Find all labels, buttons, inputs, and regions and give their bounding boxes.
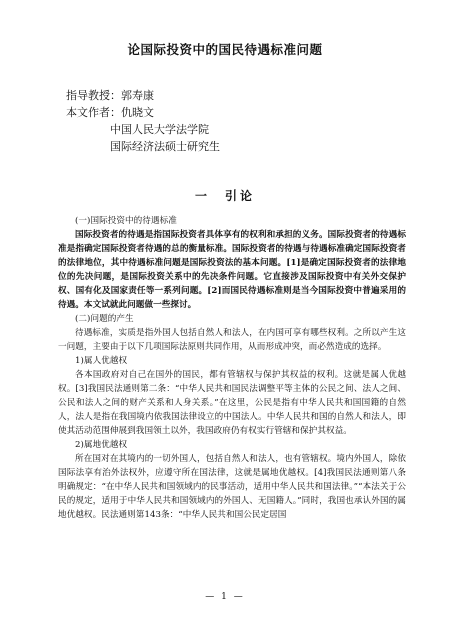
- subheading-4: 2)属地优越权: [75, 440, 128, 450]
- paragraph-4: 所在国对在其境内的一切外国人，包括自然人和法人，也有管辖权。境内外国人，除依国际法享有治外法权外，应遵守所在国法律，这就是属地优越权。[4]我国民法通则第八条明确规定：“在中华人民共和国领域内的民事活动，适用中华人民共和国法律。”“本法关于公民的规定，适用于中华人民共和国领域内的外国人、无国籍人。”同时，我国也承认外国的属地优越权。民法通则第143条：“中华人民共和国公民定居国: [58, 454, 406, 520]
- paper-title: 论国际投资中的国民待遇标准问题: [127, 42, 323, 57]
- author-line: 本文作者：仇晓文: [66, 106, 154, 119]
- subheading-3: 1)属人优越权: [75, 356, 128, 366]
- subheading-2: (二)问题的产生: [75, 314, 134, 324]
- page-number: — 1 —: [205, 592, 245, 602]
- affiliation-line-1: 中国人民大学法学院: [110, 123, 209, 136]
- paragraph-1: 国际投资者的待遇是指国际投资者具体享有的权利和承担的义务。国际投资者的待遇标准是指确定国际投资者待遇的总的衡量标准。国际投资者的待遇与待遇标准确定国际投资者的法律地位，其中待遇标准问题是国际投资法的基本问题。[1]是确定国际投资者的法律地位的先决问题，是国际投资关系中的先决条件问题。它直接涉及国际投资中有关外交保护权、国有化及国家责任等一系列问题。[2]而国民待遇标准则是当今国际投资中普遍采用的待遇。本文试就此问题做一些探讨。: [58, 230, 406, 310]
- paragraph-3: 各本国政府对自己在国外的国民，都有管辖权与保护其权益的权利。这就是属人优越权。[3]我国民法通则第二条：“中华人民共和国民法调整平等主体的公民之间、法人之间、公民和法人之间的财产关系和人身关系。”在这里，公民是指有中华人民共和国国籍的自然人，法人是指在我国境内依我国法律设立的中国法人。中华人民共和国的自然人和法人，即使其活动范围伸展到我国领土以外，我国政府仍有权实行管辖和保护其权益。: [58, 370, 406, 436]
- paragraph-2: 待遇标准，实质是指外国人包括自然人和法人，在内国可享有哪些权利。之所以产生这一问题，主要由于以下几项国际法原则共同作用，从而形成冲突，而必然造成的选择。: [58, 328, 406, 352]
- body-text: [58, 214, 406, 522]
- subheading-1: (一)国际投资中的待遇标准: [75, 216, 177, 226]
- section-heading: 一 引论: [194, 189, 255, 203]
- advisor-line: 指导教授：郭寿康: [66, 89, 154, 102]
- affiliation-line-2: 国际经济法硕士研究生: [110, 140, 220, 153]
